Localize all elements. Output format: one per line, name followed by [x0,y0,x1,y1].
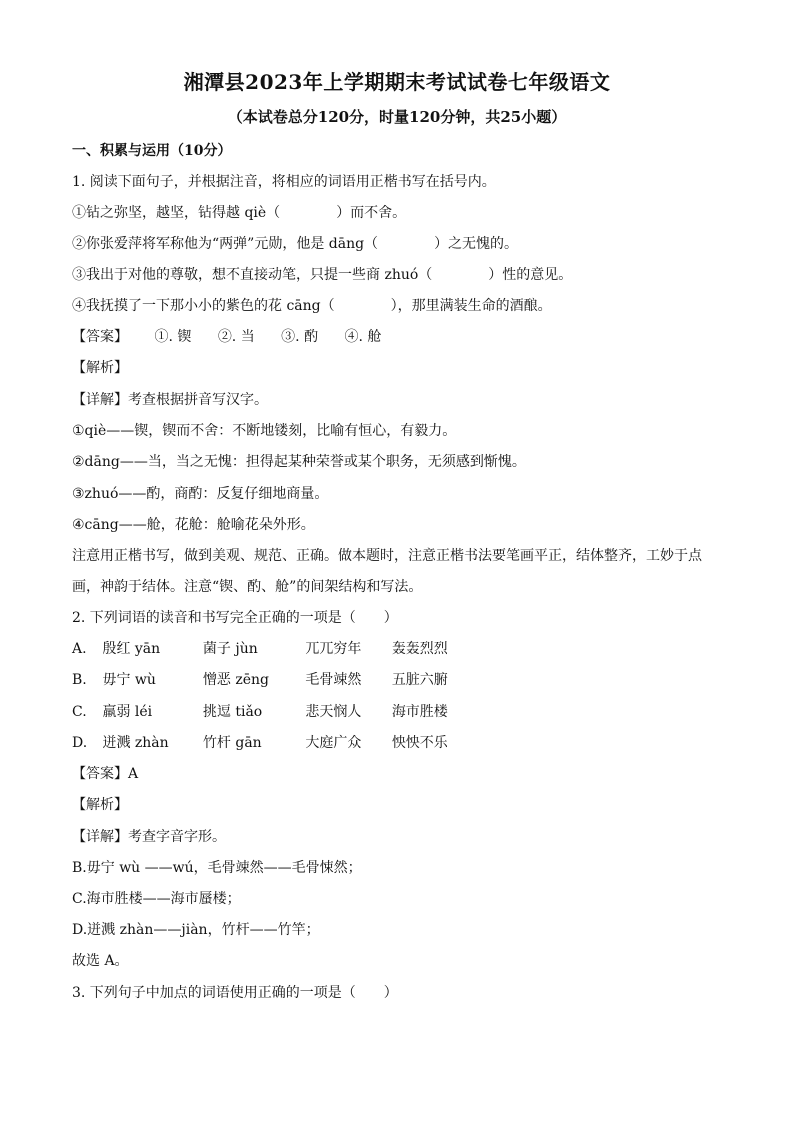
option-word: 迸溅 zhàn [102,735,169,751]
detail-tag: 【详解】 [72,392,128,408]
question-1-stem: 1. 阅读下面句子，并根据注音，将相应的词语用正楷书写在括号内。 [72,174,496,190]
option-letter: A. [72,641,87,657]
option-letter: B. [72,672,87,688]
question-2-stem: 2. 下列词语的读音和书写完全正确的一项是（ ） [72,610,398,626]
answer-tag: 【答案】 [72,766,128,782]
analysis-tag: 【解析】 [72,797,128,813]
option-word: 竹杆 gān [202,735,262,751]
detail-tag: 【详解】 [72,829,128,845]
detail-intro: 【详解】考查字音字形。 [72,829,226,845]
option-word: 殷红 yān [102,641,161,657]
option-word: 轰轰烈烈 [391,641,448,657]
answer-value: A [128,766,139,782]
option-word: 毋宁 wù [102,672,156,688]
detail-line: ④cāng——舱，花舱：舱喻花朵外形。 [72,517,315,533]
option-word: 毛骨竦然 [305,672,362,688]
option-word: 怏怏不乐 [391,735,448,751]
option-word: 憎恶 zēng [202,672,269,688]
option-word: 悲天悯人 [305,704,362,720]
answer-item: ①. 锲 [154,329,192,345]
detail-line: ②dāng——当，当之无愧：担得起某种荣誉或某个职务，无须感到惭愧。 [72,454,526,470]
answer-item: ④. 舱 [344,329,382,345]
option-word: 挑逗 tiǎo [202,704,263,720]
option-word: 海市胜楼 [391,704,448,720]
answer-tag: 【答案】 [72,329,128,345]
option-word: 羸弱 léi [102,704,153,720]
option-d [72,733,734,753]
option-letter: D. [72,735,88,751]
option-word: 大庭广众 [305,735,362,751]
question-1-item-2: ②你张爱萍将军称他为“两弹”元勋，他是 dāng（ ）之无愧的。 [72,236,519,252]
question-1-item-1: ①钻之弥坚，越坚，钻得越 qiè（ ）而不舍。 [72,205,407,221]
option-a [72,639,734,659]
answer-item: ③. 酌 [281,329,319,345]
option-word: 兀兀穷年 [305,641,362,657]
question-3-stem: 3. 下列句子中加点的词语使用正确的一项是（ ） [72,985,398,1001]
detail-line: 故选 A。 [72,953,129,969]
option-word: 五脏六腑 [391,672,448,688]
question-2-answer [72,764,734,784]
note-line: 画，神韵于结体。注意“锲、酌、舱”的间架结构和写法。 [72,579,423,595]
option-c [72,702,734,722]
detail-intro: 【详解】考查根据拼音写汉字。 [72,392,268,408]
detail-line: B.毋宁 wù ——wú，毛骨竦然——毛骨悚然； [72,860,362,876]
detail-line: ①qiè——锲，锲而不舍：不断地镂刻，比喻有恒心，有毅力。 [72,423,457,439]
note-line: 注意用正楷书写，做到美观、规范、正确。做本题时，注意正楷书法要笔画平正，结体整齐，工妙于点 [72,548,702,564]
page-title: 湘潭县2023年上学期期末考试试卷七年级语文 [183,70,611,94]
option-b [72,670,734,690]
detail-line: D.迸溅 zhàn——jiàn，竹杆——竹竿； [72,922,320,938]
section-heading: 一、积累与运用（10分） [72,143,232,159]
option-letter: C. [72,704,87,720]
detail-line: C.海市胜楼——海市蜃楼； [72,891,241,907]
page-subtitle: （本试卷总分120分，时量120分钟，共25小题） [227,108,567,126]
analysis-tag: 【解析】 [72,360,128,376]
detail-line: ③zhuó——酌，商酌：反复仔细地商量。 [72,486,329,502]
option-word: 菌子 jùn [202,641,258,657]
question-1-item-3: ③我出于对他的尊敬，想不直接动笔，只提一些商 zhuó（ ）性的意见。 [72,267,573,283]
answer-item: ②. 当 [217,329,255,345]
question-1-answer [72,327,734,347]
question-1-item-4: ④我抚摸了一下那小小的紫色的花 cāng（ ），那里满装生命的酒酿。 [72,298,552,314]
